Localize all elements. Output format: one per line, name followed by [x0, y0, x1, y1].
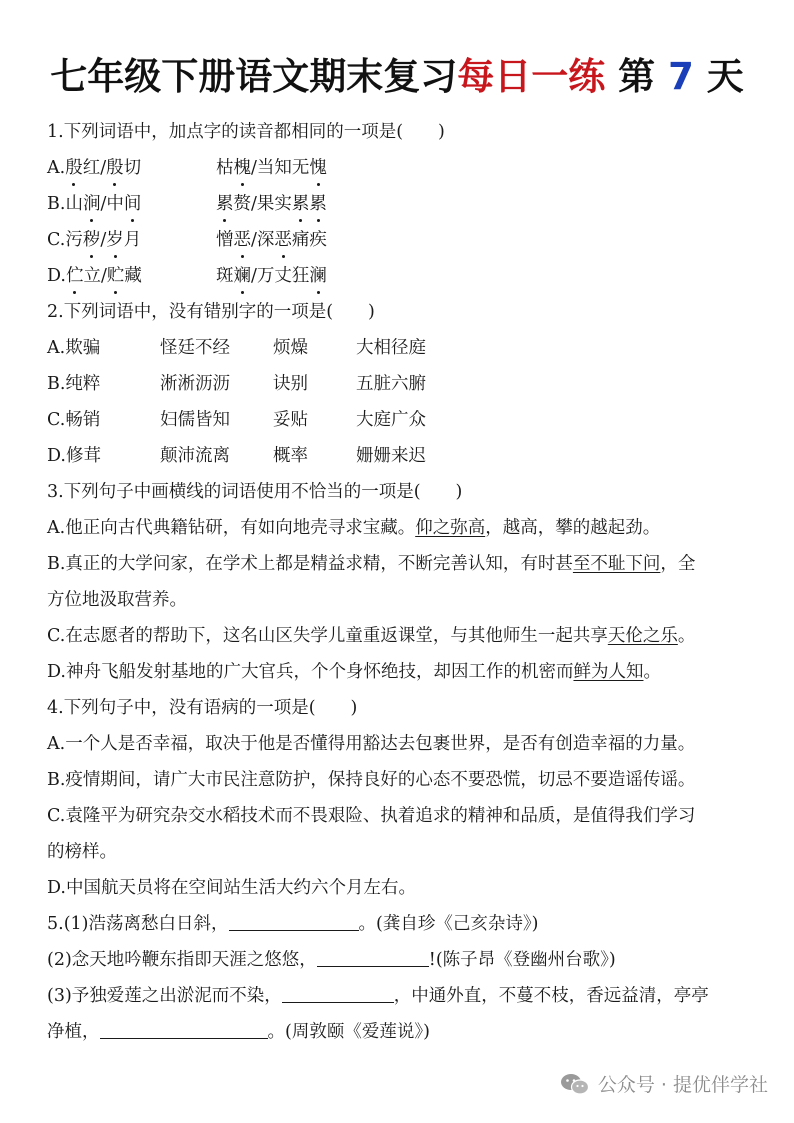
q2-option-c-word3: 妥贴 [273, 410, 308, 430]
answer-blank[interactable] [317, 948, 429, 967]
watermark-text: 公众号 · 提优伴学社 [597, 1074, 768, 1096]
q2-stem: 2.下列词语中，没有错别字的一项是( ) [47, 302, 375, 322]
answer-blank[interactable] [229, 912, 359, 931]
q3-option-b-continued: 方位地汲取营养。 [47, 590, 187, 610]
wechat-icon [560, 1072, 590, 1096]
q5-line-3: (3)予独爱莲之出淤泥而不染， ，中通外直，不蔓不枝，香远益清，亭亭 [47, 986, 709, 1006]
underlined-phrase: 至不耻下问 [572, 554, 661, 574]
q2-option-b-word4: 五脏六腑 [356, 374, 426, 394]
q3-option-c: C.在志愿者的帮助下，这名山区失学儿童重返课堂，与其他师生一起共享天伦之乐。 [47, 626, 696, 646]
q2-option-d-word3: 概率 [273, 446, 308, 466]
q2-option-d: D.修茸 [47, 446, 101, 466]
q2-option-d-word4: 姗姗来迟 [356, 446, 426, 466]
q4-option-c: C.袁隆平为研究杂交水稻技术而不畏艰险、执着追求的精神和品质，是值得我们学习 [47, 806, 696, 826]
answer-blank[interactable] [100, 1020, 268, 1039]
q2-option-c-word2: 妇儒皆知 [160, 410, 230, 430]
q1-option-b-word1: B.山涧/中间 [47, 191, 141, 217]
q1-option-a-word2: 枯槐/当知无愧 [216, 155, 327, 181]
answer-blank[interactable] [282, 984, 394, 1003]
q2-option-b-word3: 诀别 [273, 374, 308, 394]
q2-option-c: C.畅销 [47, 410, 101, 430]
q4-stem: 4.下列句子中，没有语病的一项是( ) [47, 698, 358, 718]
q2-option-d-word2: 颠沛流离 [160, 446, 230, 466]
q3-option-b: B.真正的大学问家，在学术上都是精益求精，不断完善认知，有时甚至不耻下问，全 [47, 554, 696, 574]
q2-option-a-word3: 烦燥 [273, 338, 308, 358]
underlined-phrase: 天伦之乐 [607, 626, 678, 646]
q1-option-c-word1: C.污秽/岁月 [47, 227, 141, 253]
q3-stem: 3.下列句子中画横线的词语使用不恰当的一项是( ) [47, 482, 463, 502]
q4-option-d: D.中国航天员将在空间站生活大约六个月左右。 [47, 878, 416, 898]
q2-option-b-word2: 淅淅沥沥 [160, 374, 230, 394]
q3-option-a: A.他正向古代典籍钻研，有如向地壳寻求宝藏。仰之弥高，越高，攀的越起劲。 [47, 518, 661, 538]
underlined-phrase: 仰之弥高 [415, 518, 486, 538]
q5-line-4: 净植， 。(周敦颐《爱莲说》) [47, 1022, 430, 1042]
q1-option-d-word2: 斑斓/万丈狂澜 [216, 263, 327, 289]
underlined-phrase: 鲜为人知 [573, 662, 644, 682]
q1-option-b-word2: 累赘/果实累累 [216, 191, 327, 217]
q5-line-1: 5.(1)浩荡离愁白日斜， 。(龚自珍《己亥杂诗》) [47, 914, 539, 934]
q2-option-b: B.纯粹 [47, 374, 101, 394]
q4-option-c-continued: 的榜样。 [47, 842, 117, 862]
watermark [560, 1070, 768, 1097]
q4-option-a: A.一个人是否幸福，取决于他是否懂得用豁达去包裹世界，是否有创造幸福的力量。 [47, 734, 696, 754]
q2-option-a-word4: 大相径庭 [356, 338, 426, 358]
q2-option-a-word2: 怪廷不经 [160, 338, 230, 358]
q1-option-a-word1: A.殷红/殷切 [47, 155, 141, 181]
page-title: 七年级下册语文期末复习每日一练 第 7 天 [50, 55, 744, 98]
q5-line-2: (2)念天地吟鞭东指即天涯之悠悠， !(陈子昂《登幽州台歌》) [47, 950, 616, 970]
q1-stem: 1.下列词语中，加点字的读音都相同的一项是( ) [47, 122, 445, 142]
q1-option-d-word1: D.伫立/贮藏 [47, 263, 142, 289]
q2-option-c-word4: 大庭广众 [356, 410, 426, 430]
q2-option-a: A.欺骗 [47, 338, 101, 358]
q1-option-c-word2: 憎恶/深恶痛疾 [216, 227, 327, 253]
q3-option-d: D.神舟飞船发射基地的广大官兵，个个身怀绝技，却因工作的机密而鲜为人知。 [47, 662, 661, 682]
q4-option-b: B.疫情期间，请广大市民注意防护，保持良好的心态不要恐慌，切忌不要造谣传谣。 [47, 770, 696, 790]
